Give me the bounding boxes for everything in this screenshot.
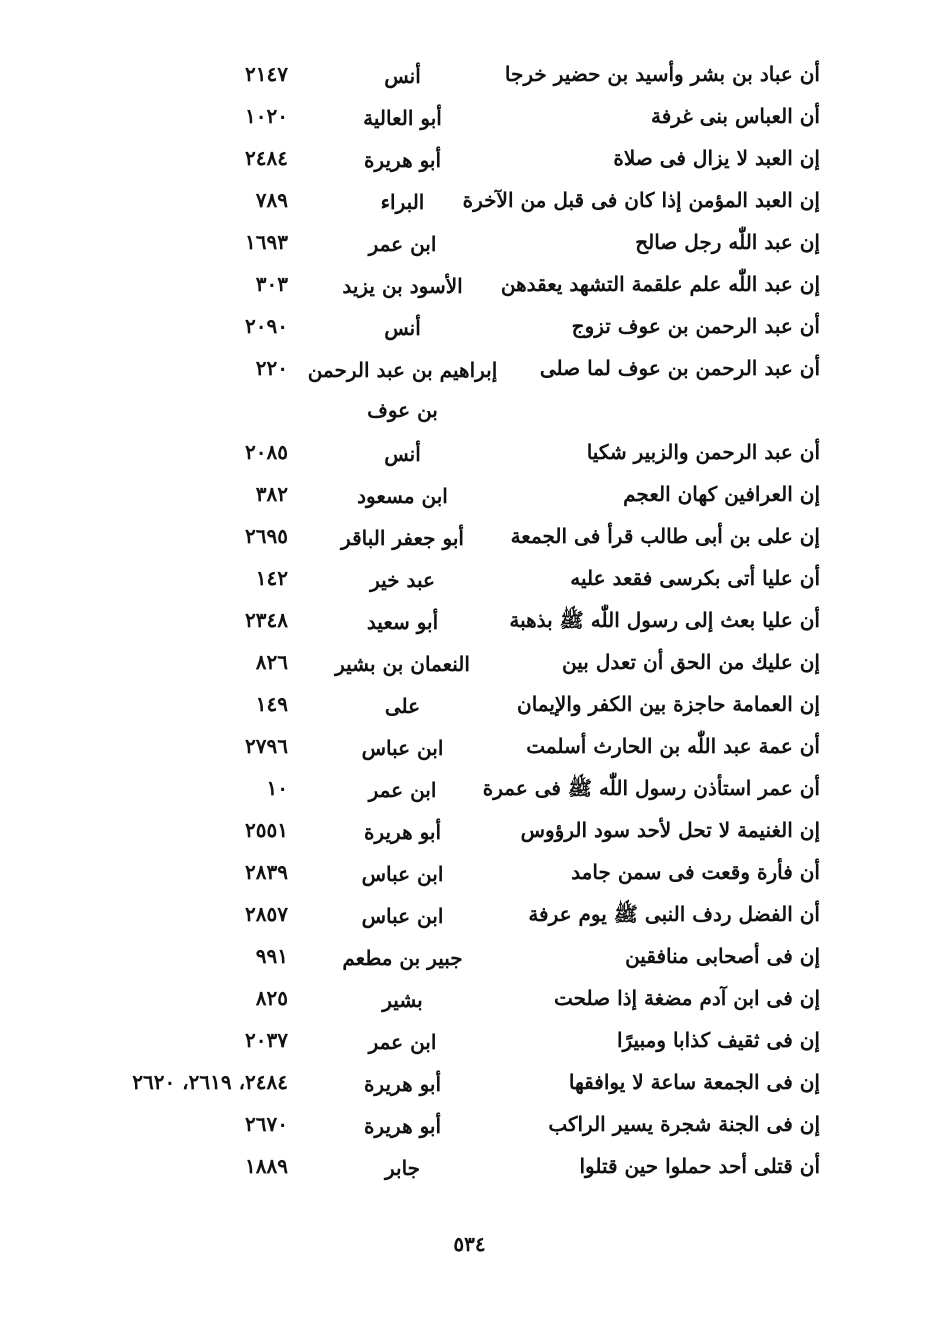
hadith-text: أن عباد بن بشر وأسيد بن حضير خرجا bbox=[504, 62, 820, 86]
narrator-name: ابن مسعود bbox=[357, 484, 448, 508]
hadith-number: ٢٦٩٥ bbox=[245, 524, 288, 548]
narrator-name: أنس bbox=[384, 64, 421, 88]
table-row bbox=[100, 686, 820, 728]
table-row bbox=[100, 812, 820, 854]
table-row bbox=[100, 644, 820, 686]
narrator-name: إبراهيم بن عبد الرحمن بن عوف bbox=[307, 358, 498, 422]
hadith-number: ٢٤٨٤، ٢٦١٩، ٢٦٢٠ bbox=[132, 1070, 288, 1094]
hadith-number: ١٨٨٩ bbox=[245, 1154, 288, 1178]
table-row bbox=[100, 518, 820, 560]
narrator-name: ابن عباس bbox=[361, 904, 444, 928]
table-row bbox=[100, 1022, 820, 1064]
hadith-index-table bbox=[100, 56, 820, 1190]
table-row bbox=[100, 560, 820, 602]
narrator-name: أبو هريرة bbox=[363, 820, 442, 844]
hadith-text: أن عليا أتى بكرسى فقعد عليه bbox=[570, 566, 820, 590]
hadith-number: ٢٥٥١ bbox=[245, 818, 288, 842]
hadith-text: إن فى أصحابى منافقين bbox=[625, 944, 820, 968]
narrator-name: أبو هريرة bbox=[363, 148, 442, 172]
hadith-text: أن عمر استأذن رسول اللّٰه ﷺ فى عمرة bbox=[482, 776, 820, 800]
hadith-number: ٣٨٢ bbox=[255, 482, 288, 506]
hadith-text: إن عبد اللّٰه رجل صالح bbox=[635, 230, 820, 254]
table-row bbox=[100, 602, 820, 644]
narrator-name: الأسود بن يزيد bbox=[342, 274, 463, 298]
hadith-text: إن العرافين كهان العجم bbox=[623, 482, 820, 506]
table-row bbox=[100, 770, 820, 812]
hadith-text: إن العمامة حاجزة بين الكفر والإيمان bbox=[517, 692, 820, 716]
table-row bbox=[100, 56, 820, 98]
hadith-text: إن على بن أبى طالب قرأ فى الجمعة bbox=[510, 524, 820, 548]
hadith-text: أن عبد الرحمن والزبير شكيا bbox=[586, 440, 820, 464]
hadith-number: ١٤٢ bbox=[255, 566, 288, 590]
table-row bbox=[100, 1064, 820, 1106]
table-row bbox=[100, 938, 820, 980]
hadith-text: أن الفضل ردف النبى ﷺ يوم عرفة bbox=[528, 902, 820, 926]
hadith-number: ١٤٩ bbox=[255, 692, 288, 716]
hadith-text: أن العباس بنى غرفة bbox=[650, 104, 820, 128]
hadith-text: أن عليا بعث إلى رسول اللّٰه ﷺ بذهبة bbox=[509, 608, 820, 632]
narrator-name: بشير bbox=[382, 988, 423, 1012]
narrator-name: جابر bbox=[384, 1156, 421, 1180]
narrator-name: ابن عمر bbox=[368, 232, 437, 256]
table-row bbox=[100, 476, 820, 518]
hadith-text: إن عبد اللّٰه علم علقمة التشهد يعقدهن bbox=[500, 272, 820, 296]
narrator-name: عبد خير bbox=[370, 568, 435, 592]
hadith-number: ٢٤٨٤ bbox=[245, 146, 288, 170]
hadith-number: ٢٨٣٩ bbox=[245, 860, 288, 884]
hadith-text: إن فى ابن آدم مضغة إذا صلحت bbox=[553, 986, 820, 1010]
table-row bbox=[100, 896, 820, 938]
table-row bbox=[100, 434, 820, 476]
hadith-number: ١٠ bbox=[266, 776, 288, 800]
narrator-name: النعمان بن بشير bbox=[335, 652, 470, 676]
hadith-number: ٨٢٦ bbox=[255, 650, 288, 674]
hadith-text: أن قتلى أحد حملوا حين قتلوا bbox=[579, 1154, 820, 1178]
hadith-text: إن فى الجنة شجرة يسير الراكب bbox=[548, 1112, 820, 1136]
narrator-name: أبو العالية bbox=[363, 106, 442, 130]
narrator-name: ابن عباس bbox=[361, 862, 444, 886]
hadith-number: ٢٠٨٥ bbox=[245, 440, 288, 464]
table-row bbox=[100, 980, 820, 1022]
table-row bbox=[100, 854, 820, 896]
hadith-number: ٢٣٤٨ bbox=[245, 608, 288, 632]
table-row bbox=[100, 140, 820, 182]
narrator-name: أنس bbox=[384, 442, 421, 466]
table-row bbox=[100, 1148, 820, 1190]
hadith-number: ٩٩١ bbox=[255, 944, 288, 968]
hadith-number: ٢٠٣٧ bbox=[245, 1028, 288, 1052]
page-number: ٥٣٤ bbox=[453, 1232, 486, 1256]
hadith-number: ٣٠٣ bbox=[255, 272, 288, 296]
hadith-text: أن عبد الرحمن بن عوف لما صلى bbox=[539, 356, 820, 380]
table-row bbox=[100, 350, 820, 434]
narrator-name: البراء bbox=[380, 190, 425, 214]
hadith-text: إن فى ثقيف كذابا ومبيرًا bbox=[616, 1028, 820, 1052]
narrator-name: ابن عباس bbox=[361, 736, 444, 760]
hadith-text: إن فى الجمعة ساعة لا يوافقها bbox=[568, 1070, 820, 1094]
narrator-name: أنس bbox=[384, 316, 421, 340]
hadith-text: أن عمة عبد اللّٰه بن الحارث أسلمت bbox=[526, 734, 820, 758]
hadith-number: ٢٨٥٧ bbox=[245, 902, 288, 926]
hadith-number: ٧٨٩ bbox=[255, 188, 288, 212]
narrator-name: ابن عمر bbox=[368, 778, 437, 802]
hadith-number: ٢٧٩٦ bbox=[245, 734, 288, 758]
narrator-name: جبير بن مطعم bbox=[342, 946, 463, 970]
hadith-text: أن عبد الرحمن بن عوف تزوج bbox=[571, 314, 820, 338]
hadith-number: ٢١٤٧ bbox=[245, 62, 288, 86]
table-row bbox=[100, 224, 820, 266]
table-row bbox=[100, 182, 820, 224]
table-row bbox=[100, 308, 820, 350]
table-row bbox=[100, 266, 820, 308]
hadith-text: إن عليك من الحق أن تعدل بين bbox=[562, 650, 820, 674]
hadith-number: ٢٦٧٠ bbox=[245, 1112, 288, 1136]
hadith-text: إن العبد المؤمن إذا كان فى قبل من الآخرة bbox=[462, 188, 820, 212]
hadith-text: أن فأرة وقعت فى سمن جامد bbox=[571, 860, 820, 884]
narrator-name: أبو سعيد bbox=[366, 610, 439, 634]
hadith-number: ٢٠٩٠ bbox=[245, 314, 288, 338]
hadith-text: إن الغنيمة لا تحل لأحد سود الرؤوس bbox=[520, 818, 820, 842]
hadith-number: ١٠٢٠ bbox=[245, 104, 288, 128]
hadith-number: ١٦٩٣ bbox=[245, 230, 288, 254]
narrator-name: أبو هريرة bbox=[363, 1114, 442, 1138]
hadith-number: ٨٢٥ bbox=[255, 986, 288, 1010]
table-row bbox=[100, 98, 820, 140]
narrator-name: أبو هريرة bbox=[363, 1072, 442, 1096]
hadith-text: إن العبد لا يزال فى صلاة bbox=[613, 146, 820, 170]
narrator-name: أبو جعفر الباقر bbox=[341, 526, 464, 550]
table-row bbox=[100, 728, 820, 770]
table-row bbox=[100, 1106, 820, 1148]
hadith-number: ٢٢٠ bbox=[255, 356, 288, 380]
narrator-name: ابن عمر bbox=[368, 1030, 437, 1054]
narrator-name: على bbox=[384, 694, 421, 718]
